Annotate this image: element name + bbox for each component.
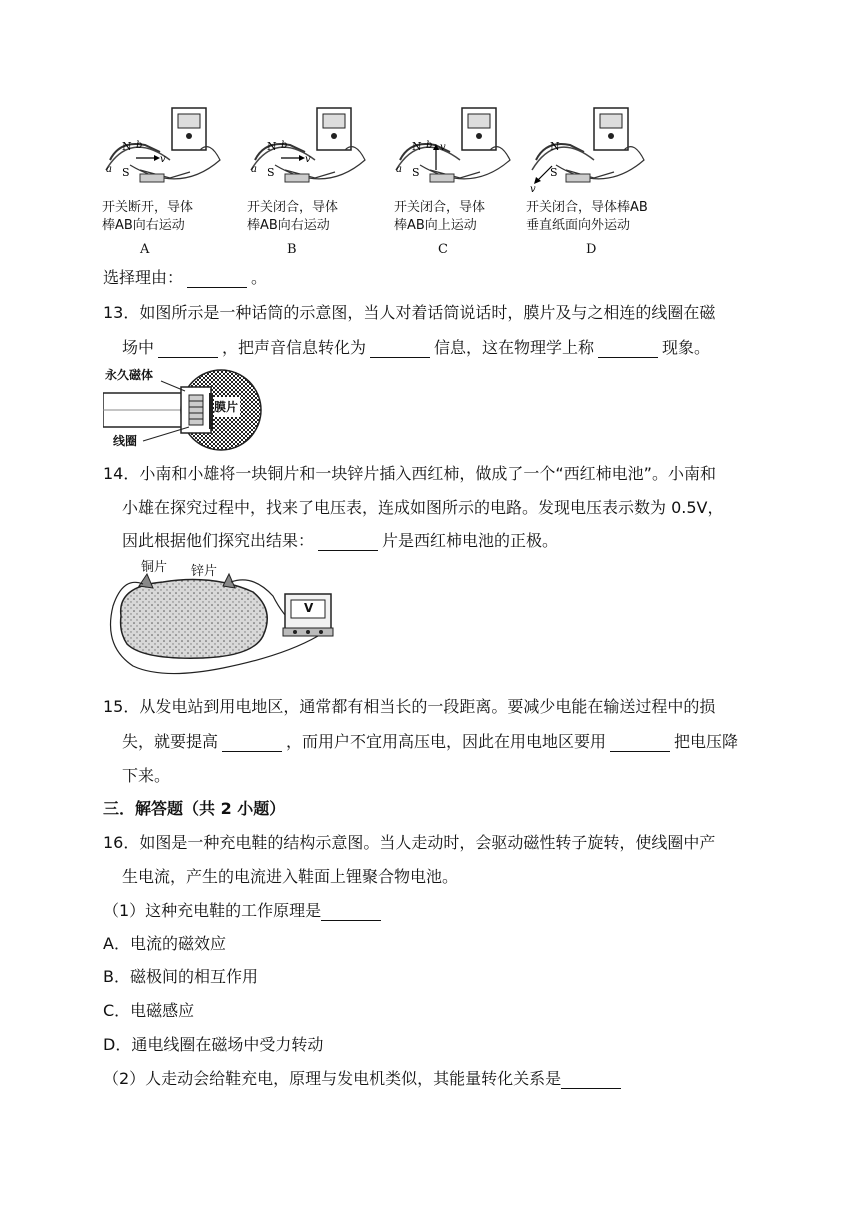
q15-text-c: 把电压降 [674, 732, 739, 751]
svg-text:S: S [267, 166, 275, 179]
q15-line2 [122, 732, 738, 752]
q14-text-b: 片是西红柿电池的正极。 [382, 531, 559, 550]
q16-sub1-text: （1）这种充电鞋的工作原理是 [103, 901, 322, 920]
q12-option-d [522, 100, 662, 260]
q12-figure-strip [100, 100, 660, 260]
q12-reason-blank [187, 271, 247, 288]
q15-blank-2 [610, 735, 670, 752]
q12-option-b [245, 100, 385, 260]
question-number: 16． [103, 833, 140, 852]
svg-text:N: N [412, 140, 422, 153]
q13-text-d: 现象。 [662, 338, 711, 357]
svg-text:b: b [281, 140, 288, 151]
svg-text:S: S [122, 166, 130, 179]
section-heading: 三．解答题（共 2 小题） [103, 799, 286, 818]
q12-option-a [100, 100, 240, 260]
svg-text:v: v [305, 154, 311, 165]
label-zinc: 锌片 [191, 564, 218, 579]
q16-sub2-blank [561, 1072, 621, 1089]
induction-apparatus-diagram [522, 100, 662, 200]
q12-c-caption-line2: 棒AB向上运动 [394, 218, 477, 233]
q12-a-letter: A [140, 242, 150, 257]
label-copper: 铜片 [141, 560, 168, 575]
svg-text:v: v [160, 154, 166, 165]
svg-text:N: N [122, 140, 132, 153]
svg-text:b: b [136, 140, 143, 151]
induction-apparatus-diagram [245, 100, 385, 200]
q12-a-caption-line2: 棒AB向右运动 [102, 218, 185, 233]
q14-text-line1: 小南和小雄将一块铜片和一块锌片插入西红柿，做成了一个“西红柿电池”。小南和 [139, 464, 716, 483]
svg-text:a: a [396, 164, 402, 175]
q16-line1 [103, 833, 715, 853]
q12-reason-label: 选择理由： [103, 268, 184, 287]
q15-text-line1: 从发电站到用电地区，通常都有相当长的一段距离。要减少电能在输送过程中的损 [139, 697, 716, 716]
question-number: 13． [103, 303, 140, 322]
q12-d-letter: D [586, 242, 597, 257]
question-number: 15． [103, 697, 140, 716]
q16-text-line1: 如图是一种充电鞋的结构示意图。当人走动时，会驱动磁性转子旋转，使线圈中产 [139, 833, 716, 852]
q15-line3: 下来。 [122, 766, 171, 785]
q16-choice-c: C．电磁感应 [103, 1001, 195, 1020]
svg-text:N: N [267, 140, 277, 153]
q14-blank [318, 534, 378, 551]
q13-text-line1: 如图所示是一种话筒的示意图，当人对着话筒说话时，膜片及与之相连的线圈在磁 [139, 303, 716, 322]
q13-blank-2 [370, 341, 430, 358]
q16-choice-d: D．通电线圈在磁场中受力转动 [103, 1035, 324, 1054]
svg-text:a: a [251, 164, 257, 175]
microphone-diagram [103, 365, 263, 455]
q16-line2: 生电流，产生的电流进入鞋面上锂聚合物电池。 [122, 867, 459, 886]
question-number: 14． [103, 464, 140, 483]
q16-sub2 [103, 1069, 625, 1089]
induction-apparatus-diagram [100, 100, 240, 200]
tomato-battery-diagram [103, 556, 338, 684]
q14-text-a: 因此根据他们探究出结果： [122, 531, 315, 550]
svg-text:a: a [106, 164, 112, 175]
q15-text-a: 失，就要提高 [122, 732, 219, 751]
q12-reason-end: 。 [251, 268, 268, 287]
q14-line3 [122, 531, 558, 551]
q16-choice-b: B．磁极间的相互作用 [103, 967, 258, 986]
svg-text:v: v [530, 184, 536, 195]
q16-sub1-blank [321, 904, 381, 921]
q12-b-caption-line1: 开关闭合，导体 [247, 200, 339, 215]
q12-d-caption-line2: 垂直纸面向外运动 [526, 218, 631, 233]
induction-apparatus-diagram [390, 100, 530, 200]
q13-text-c: 信息，这在物理学上称 [434, 338, 595, 357]
svg-text:N: N [550, 140, 560, 153]
q13-line2 [122, 338, 710, 358]
svg-text:v: v [440, 142, 446, 153]
q13-line1 [103, 303, 715, 323]
q13-text-a: 场中 [122, 338, 155, 357]
q12-c-letter: C [438, 242, 448, 257]
q14-line1 [103, 464, 716, 484]
q12-d-caption-line1: 开关闭合，导体棒AB [526, 200, 648, 215]
q16-sub1 [103, 901, 385, 921]
voltmeter-label: V [304, 601, 314, 615]
svg-text:S: S [550, 166, 558, 179]
q16-sub2-text: （2）人走动会给鞋充电，原理与发电机类似，其能量转化关系是 [103, 1069, 562, 1088]
q12-c-caption-line1: 开关闭合，导体 [394, 200, 486, 215]
q13-blank-1 [158, 341, 218, 358]
label-membrane: 膜片 [214, 400, 239, 414]
q15-text-b: ，而用户不宜用高压电，因此在用电地区要用 [286, 732, 607, 751]
q14-line2: 小雄在探究过程中，找来了电压表，连成如图所示的电路。发现电压表示数为 0.5V， [122, 498, 724, 517]
q12-reason-line [103, 268, 267, 288]
q12-b-caption-line2: 棒AB向右运动 [247, 218, 330, 233]
q12-option-c [390, 100, 530, 260]
q13-text-b: ，把声音信息转化为 [222, 338, 367, 357]
q15-line1 [103, 697, 715, 717]
q12-b-letter: B [287, 242, 297, 257]
svg-text:S: S [412, 166, 420, 179]
q12-a-caption-line1: 开关断开，导体 [102, 200, 194, 215]
label-permanent-magnet: 永久磁体 [105, 368, 154, 382]
label-coil: 线圈 [113, 434, 138, 448]
svg-text:b: b [426, 140, 433, 151]
q15-blank-1 [222, 735, 282, 752]
q16-choice-a: A．电流的磁效应 [103, 934, 226, 953]
q13-blank-3 [598, 341, 658, 358]
